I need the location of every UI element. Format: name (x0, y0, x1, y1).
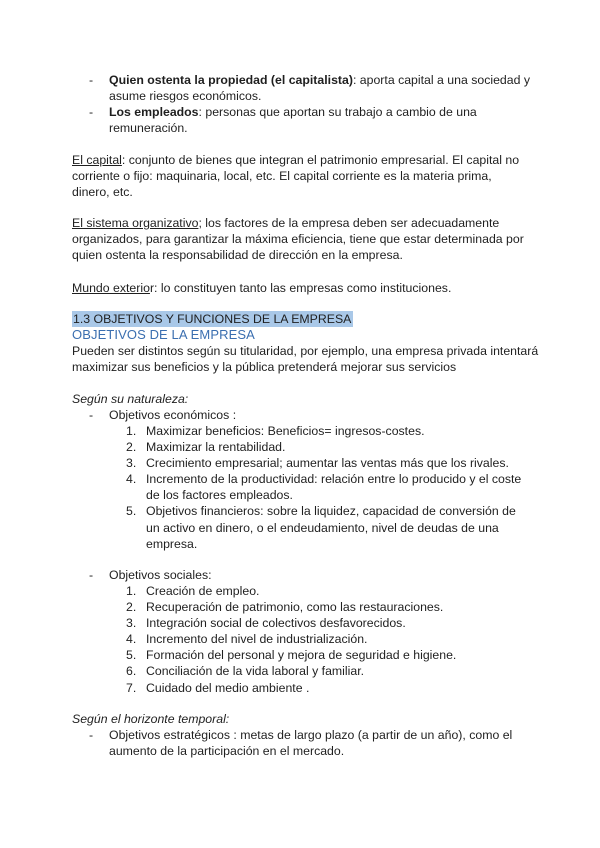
employees-text: : personas que aportan su trabajo a cambio de una remuneración. (109, 105, 477, 136)
owner-text: : aporta capital a una sociedad y asume riesgos económicos. (109, 73, 531, 104)
list-item: - Objetivos sociales: (72, 567, 532, 583)
list-item: 3. Integración social de colectivos desfavorecidos. (126, 616, 406, 631)
sistema-term: El sistema organizativo (72, 216, 199, 230)
horizonte-list (72, 727, 532, 759)
list-item: 4. Incremento del nivel de industrialización. (126, 632, 368, 647)
owners-list (72, 72, 532, 136)
mundo-term: Mundo exterio (72, 281, 150, 295)
list-item: 5. Formación del personal y mejora de seguridad e higiene. (126, 648, 457, 663)
list-item: 3. Crecimiento empresarial; aumentar las ventas más que los rivales. (126, 456, 509, 471)
capital-text: : conjunto de bienes que integran el patrimonio empresarial. El capital no corriente o fijo: maquinaria, local, etc. El capital corriente es la materia prima, dinero, etc. (72, 153, 520, 200)
list-item (72, 72, 532, 104)
mundo-paragraph (72, 280, 532, 296)
naturaleza-label: Según su naturaleza: (72, 392, 189, 406)
sociales-group (72, 567, 532, 583)
sistema-text: ; los factores de la empresa deben ser adecuadamente organizados, para garantizar la máxima eficiencia, tiene que estar determinada por quien ostenta la responsabilidad de dirección en la empresa. (72, 216, 524, 263)
list-item: 2. Maximizar la rentabilidad. (126, 440, 286, 455)
economicos-group (72, 407, 532, 423)
section-heading: 1.3 OBJETIVOS Y FUNCIONES DE LA EMPRESA (73, 312, 352, 326)
subheading: OBJETIVOS DE LA EMPRESA (72, 327, 255, 342)
capital-paragraph (72, 152, 532, 200)
list-item: 6. Conciliación de la vida laboral y familiar. (126, 664, 365, 679)
economicos-list (72, 423, 532, 552)
sociales-list (72, 583, 532, 696)
intro-paragraph: Pueden ser distintos según su titularidad, por ejemplo, una empresa privada intentará maximizar sus beneficios y la pública pretenderá mejorar sus servicios (72, 344, 539, 375)
list-item: 1. Maximizar beneficios: Beneficios= ingresos-costes. (126, 424, 425, 438)
list-item: 7. Cuidado del medio ambiente . (126, 680, 310, 695)
list-item: 4. Incremento de la productividad: relación entre lo producido y el coste de los factores empleados. (126, 472, 522, 503)
horizonte-label: Según el horizonte temporal: (72, 712, 230, 726)
list-item: 1. Creación de empleo. (126, 584, 260, 598)
list-item: - Objetivos económicos : (72, 407, 532, 423)
owner-term: Quien ostenta la propiedad (el capitalista) (109, 73, 353, 87)
mundo-text: r: lo constituyen tanto las empresas como instituciones. (149, 281, 452, 295)
capital-term: El capital (72, 153, 122, 167)
list-item: - Objetivos estratégicos : metas de largo plazo (a partir de un año), como el aumento de la participación en el mercado. (72, 727, 532, 759)
employees-term: Los empleados (109, 105, 199, 120)
list-item: 5. Objetivos financieros: sobre la liquidez, capacidad de conversión de un activo en dinero, o el endeudamiento, nivel de deudas de una empresa. (126, 504, 516, 551)
sistema-paragraph (72, 215, 532, 263)
list-item (72, 104, 532, 136)
list-item: 2. Recuperación de patrimonio, como las restauraciones. (126, 600, 444, 615)
